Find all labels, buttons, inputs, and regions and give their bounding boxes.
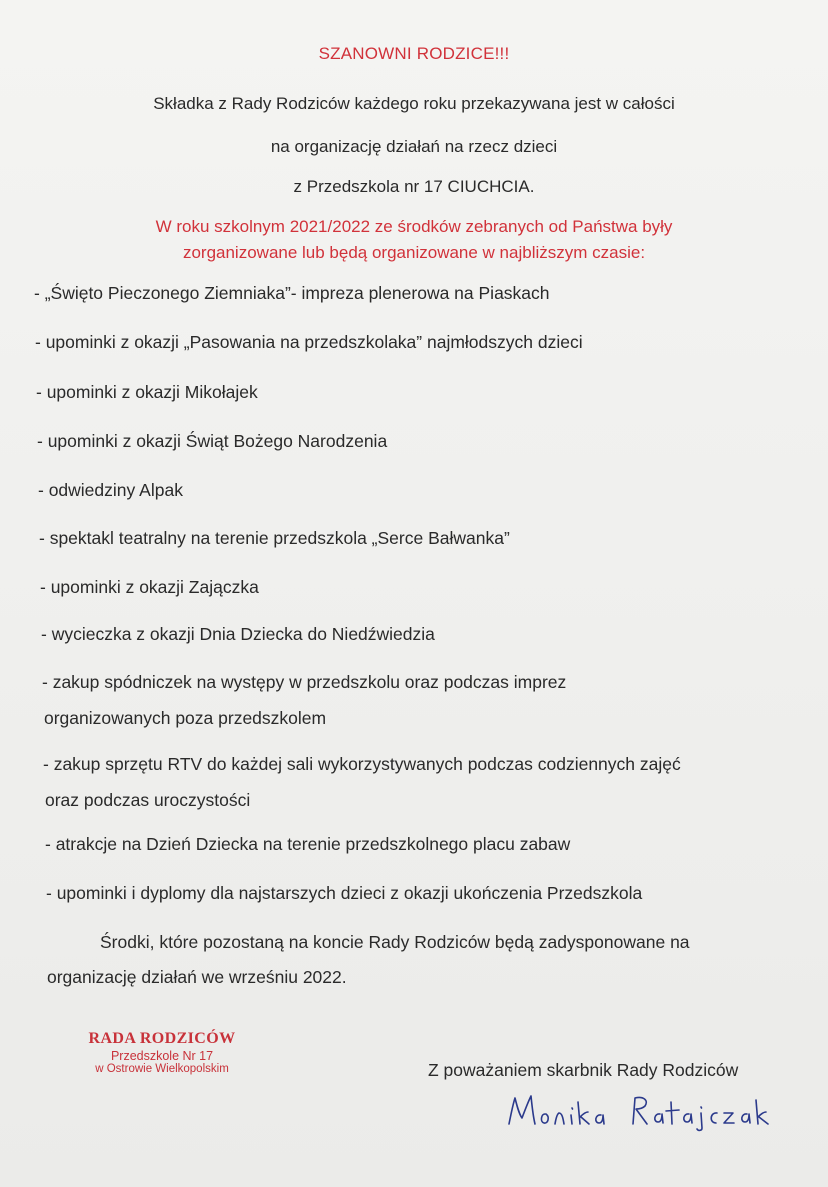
closing-line-1: Środki, które pozostaną na koncie Rady Rodziców będą zadysponowane na: [100, 932, 690, 952]
list-item: - atrakcje na Dzień Dziecka na terenie przedszkolnego placu zabaw: [45, 834, 571, 854]
list-item-continuation: oraz podczas uroczystości: [45, 790, 251, 810]
list-item: - upominki i dyplomy dla najstarszych dzieci z okazji ukończenia Przedszkola: [46, 883, 643, 903]
stamp-title: RADA RODZICÓW: [88, 1030, 236, 1047]
list-item: - upominki z okazji „Pasowania na przedszkolaka” najmłodszych dzieci: [35, 332, 583, 352]
list-item: - spektakl teatralny na terenie przedszkola „Serce Bałwanka”: [39, 528, 510, 548]
list-item: - zakup sprzętu RTV do każdej sali wykorzystywanych podczas codziennych zajęć: [43, 754, 681, 774]
council-stamp: [82, 1030, 242, 1075]
red-paragraph-line-2: zorganizowane lub będą organizowane w najbliższym czasie:: [182, 243, 646, 262]
stamp-line-1: Przedszkole Nr 17: [110, 1049, 214, 1063]
intro-line-3: z Przedszkola nr 17 CIUCHCIA.: [293, 177, 535, 196]
regards-text: Z poważaniem skarbnik Rady Rodziców: [428, 1060, 739, 1080]
stamp-line-2: w Ostrowie Wielkopolskim: [95, 1063, 229, 1075]
handwritten-signature: [505, 1084, 775, 1137]
red-paragraph: [0, 214, 828, 266]
signature-image: [505, 1084, 775, 1132]
red-paragraph-line-1: W roku szkolnym 2021/2022 ze środków zebranych od Państwa były: [155, 217, 673, 236]
page-title: SZANOWNI RODZICE!!!: [318, 44, 510, 63]
list-item: - upominki z okazji Zajączka: [40, 577, 259, 597]
list-item: - zakup spódniczek na występy w przedszkolu oraz podczas imprez: [42, 672, 567, 692]
closing-line-2: organizację działań we wrześniu 2022.: [47, 967, 347, 987]
list-item: - upominki z okazji Świąt Bożego Narodzenia: [37, 431, 388, 451]
list-item: - wycieczka z okazji Dnia Dziecka do Niedźwiedzia: [41, 624, 435, 644]
list-item: - odwiedziny Alpak: [38, 480, 183, 500]
list-item-continuation: organizowanych poza przedszkolem: [44, 708, 327, 728]
list-item: - upominki z okazji Mikołajek: [36, 382, 258, 402]
intro-line-1: Składka z Rady Rodziców każdego roku przekazywana jest w całości: [153, 94, 675, 113]
intro-line-2: na organizację działań na rzecz dzieci: [270, 137, 558, 156]
list-item: - „Święto Pieczonego Ziemniaka”- impreza plenerowa na Piaskach: [34, 283, 550, 303]
